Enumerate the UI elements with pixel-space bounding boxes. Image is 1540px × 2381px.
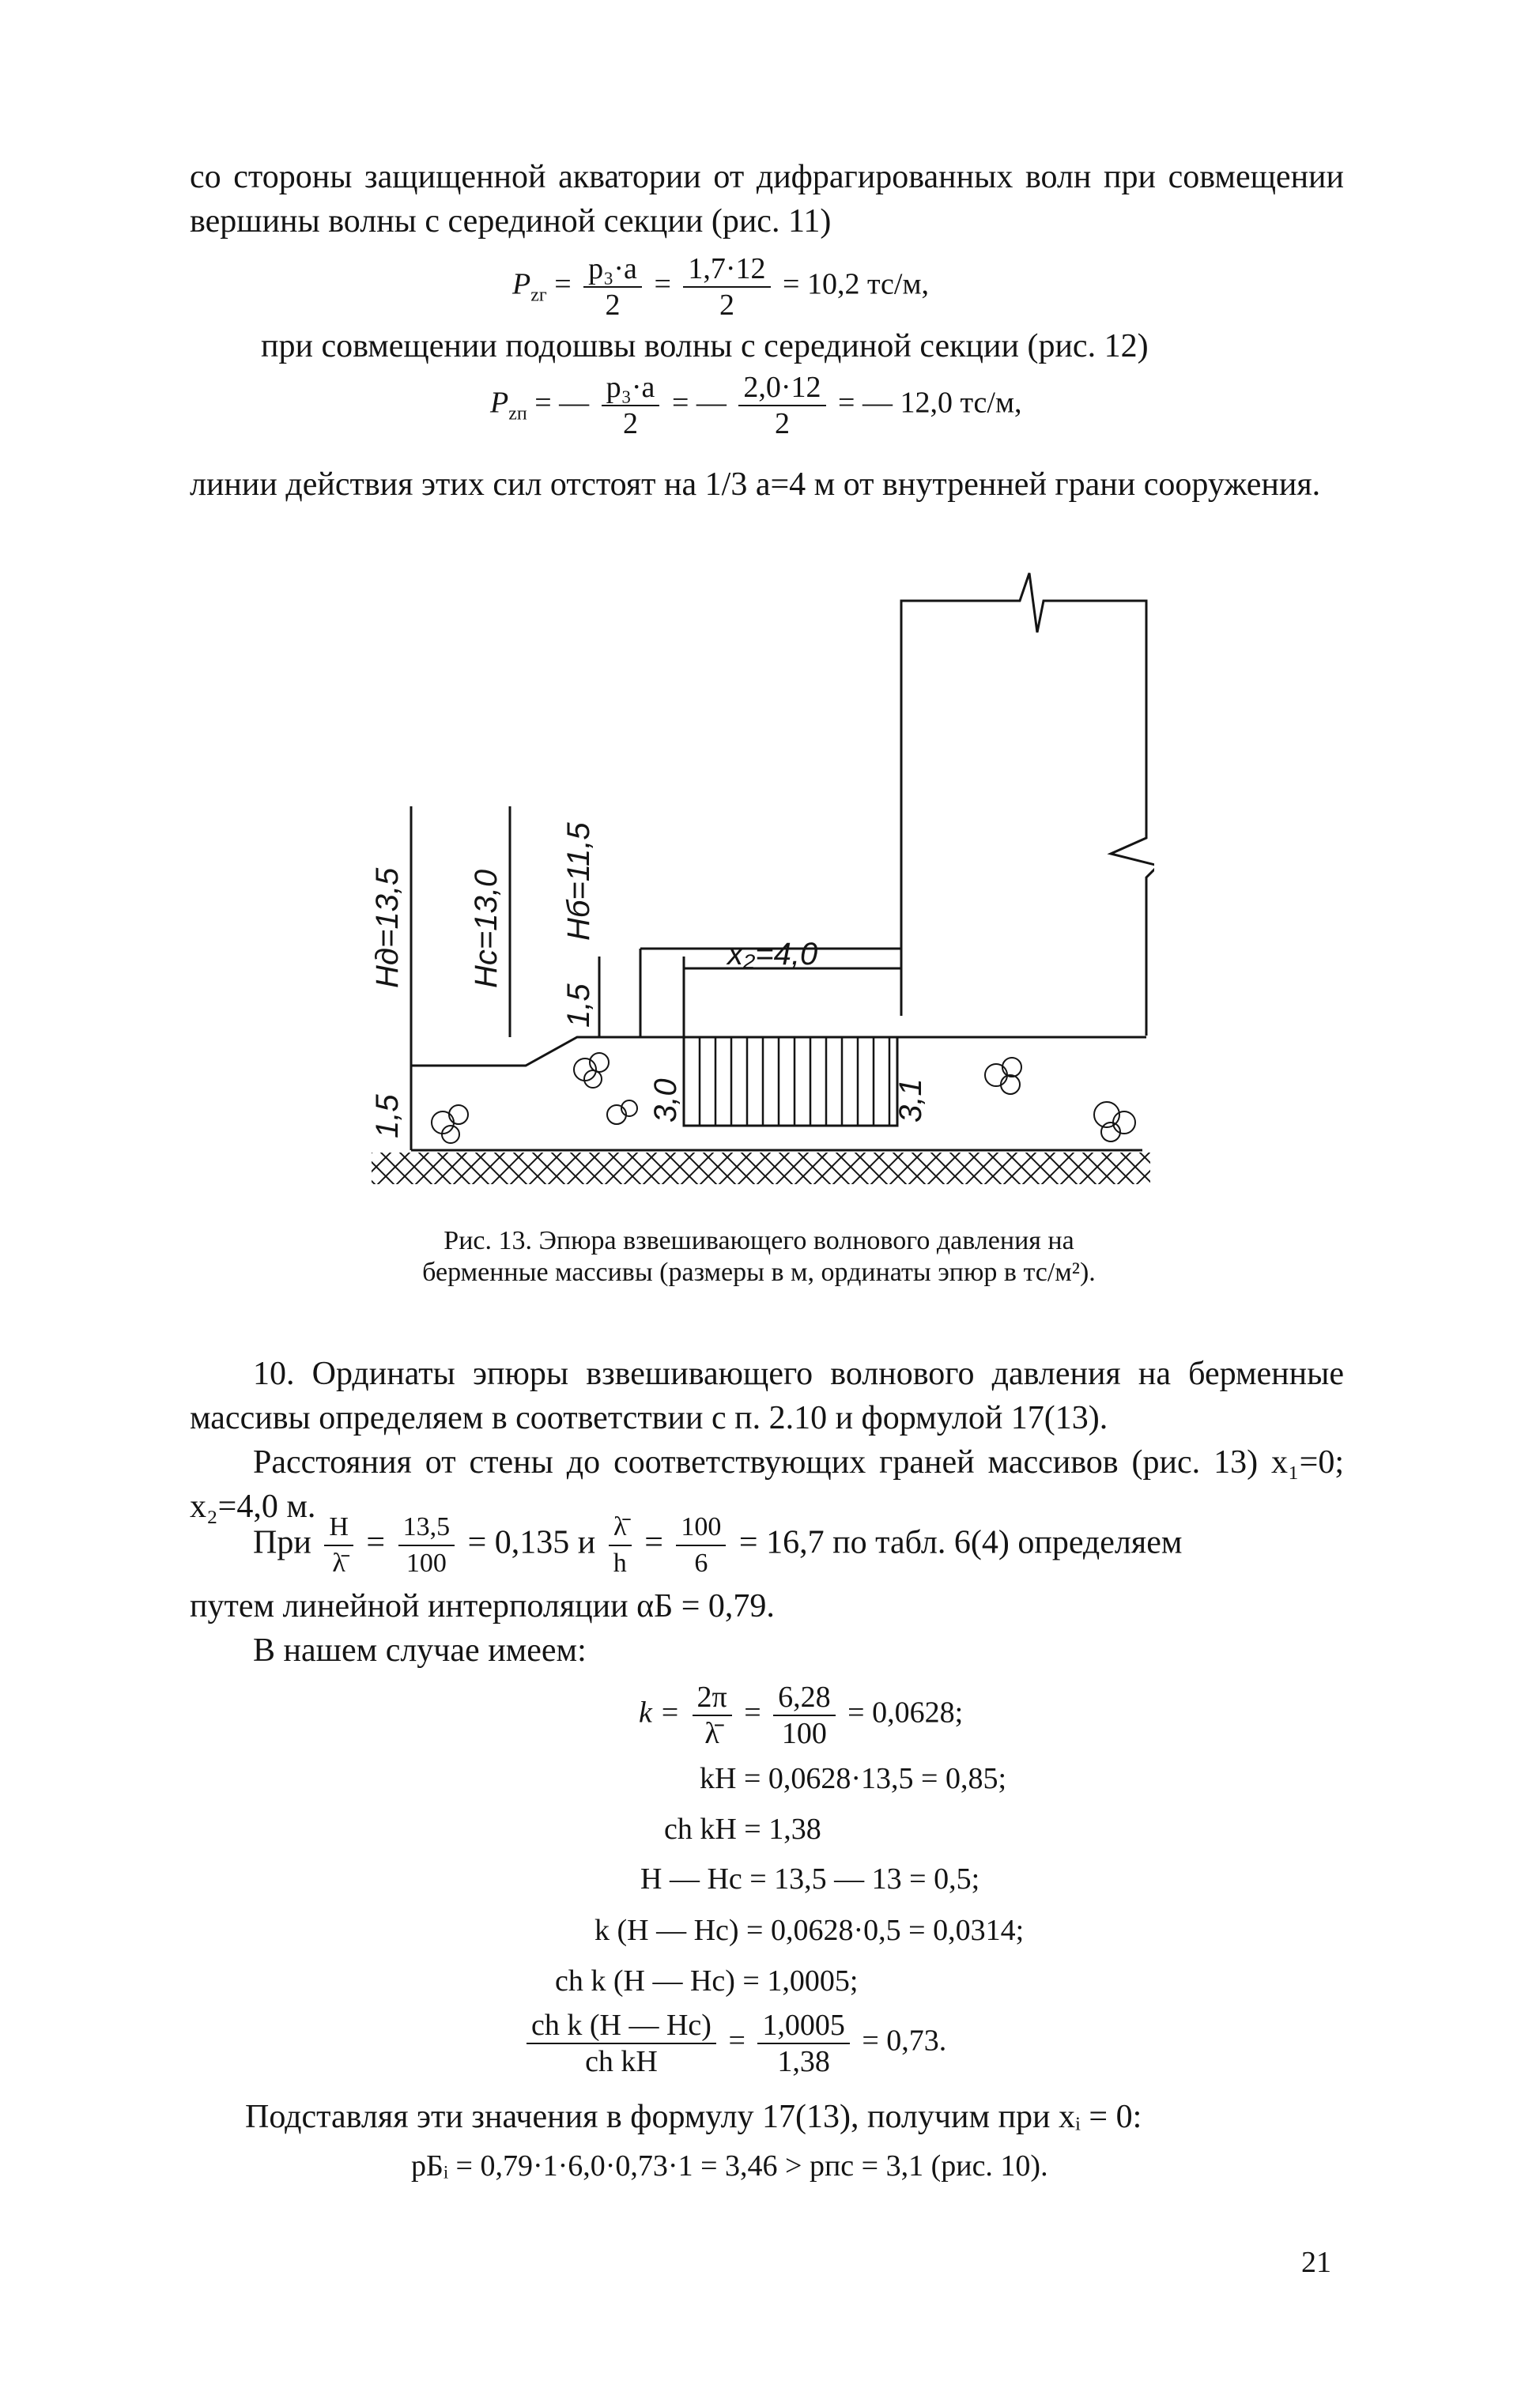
label-30: 3,0 <box>648 1078 683 1123</box>
paragraph-4: 10. Ординаты эпюры взвешивающего волнового давления на берменные массивы определяем в соответствии с п. 2.10 и формулой 17(13). <box>190 1356 1344 1436</box>
paragraph-8: Подставляя эти значения в формулу 17(13), получим при xᵢ = 0: <box>245 2099 1142 2135</box>
berm-hatch-lines <box>700 1037 889 1126</box>
label-31: 3,1 <box>893 1078 928 1123</box>
paragraph-3: линии действия этих сил отстоят на 1/3 a=4 м от внутренней грани сооружения. <box>190 466 1321 503</box>
figure-caption: Рис. 13. Эпюра взвешивающего волнового давления на берменные массивы (размеры в м, ординаты эпюр в тс/м²). <box>422 1226 1096 1287</box>
equation-k-h-hc: k (H — Hс) = 0,0628·0,5 = 0,0314; <box>594 1914 1025 1947</box>
paragraph-2: при совмещении подошвы волны с серединой секции (рис. 12) <box>261 328 1149 364</box>
equation-ch-k-h-hc: ch k (H — Hс) = 1,0005; <box>555 1964 859 1998</box>
soil-hatch <box>372 1153 1150 1184</box>
paragraph-6b: путем линейной интерполяции αБ = 0,79. <box>190 1588 775 1624</box>
paragraph-6: При $\frac{H}{\lambdā}$ = $\frac{13,5}{100}$ = 0,135 и $\frac{\lambdā}{h}$ = $\frac{100}{6}$ = 16,7 по табл. 6(4) определяем <box>253 1510 1360 1581</box>
paragraph-1: со стороны защищенной акватории от дифрагированных волн при совмещении вершины волны с серединой секции (рис. 11) <box>190 159 1344 240</box>
label-15-bottom: 1,5 <box>370 1094 405 1138</box>
equation-pb: pБᵢ = 0,79·1·6,0·0,73·1 = 3,46 > pпс = 3,1 (рис. 10). <box>411 2149 1048 2183</box>
wall-outline <box>901 573 1154 1036</box>
equation-ch-kh: ch kH = 1,38 <box>664 1813 821 1846</box>
label-hb: Hб=11,5 <box>561 822 596 941</box>
label-15-top: 1,5 <box>561 983 596 1028</box>
formula-p-zg: $P_{zг}$ = $\frac{\text{p₃·a}}{2}$ = $\frac{1,7\cdot 12}{2}$ = 10,2 тс/м, <box>512 252 930 322</box>
paragraph-7: В нашем случае имеем: <box>253 1632 587 1669</box>
figure-13-diagram <box>348 569 1154 1186</box>
paragraph-5: Расстояния от стены до соответствующих граней массивов (рис. 13) x₁=0; x₂=4,0 м. <box>190 1444 1344 1525</box>
label-hd: Hд=13,5 <box>370 867 405 988</box>
page-number: 21 <box>1301 2246 1331 2279</box>
label-x2: x₂=4,0 <box>727 937 818 972</box>
equation-kh: kH = 0,0628·13,5 = 0,85; <box>700 1762 1007 1795</box>
equation-ratio: $\frac{\text{ch k (H — Hс)}}{\text{ch kH}}$ = $\frac{1,0005}{1,38}$ = 0,73. <box>522 2008 946 2079</box>
rubble-stones <box>432 1053 1135 1143</box>
equation-h-hc: H — Hс = 13,5 — 13 = 0,5; <box>640 1862 980 1896</box>
equation-k: k = $\frac{2\pi}{\lambdā}$ = $\frac{6,28}{100}$ = 0,0628; <box>639 1681 964 1750</box>
formula-p-zp: $P_{zп}$ = — $\frac{\text{p₃·a}}{2}$ = — $\frac{2,0\cdot 12}{2}$ = — 12,0 тс/м, <box>490 371 1022 440</box>
label-hc: Hс=13,0 <box>469 869 504 988</box>
